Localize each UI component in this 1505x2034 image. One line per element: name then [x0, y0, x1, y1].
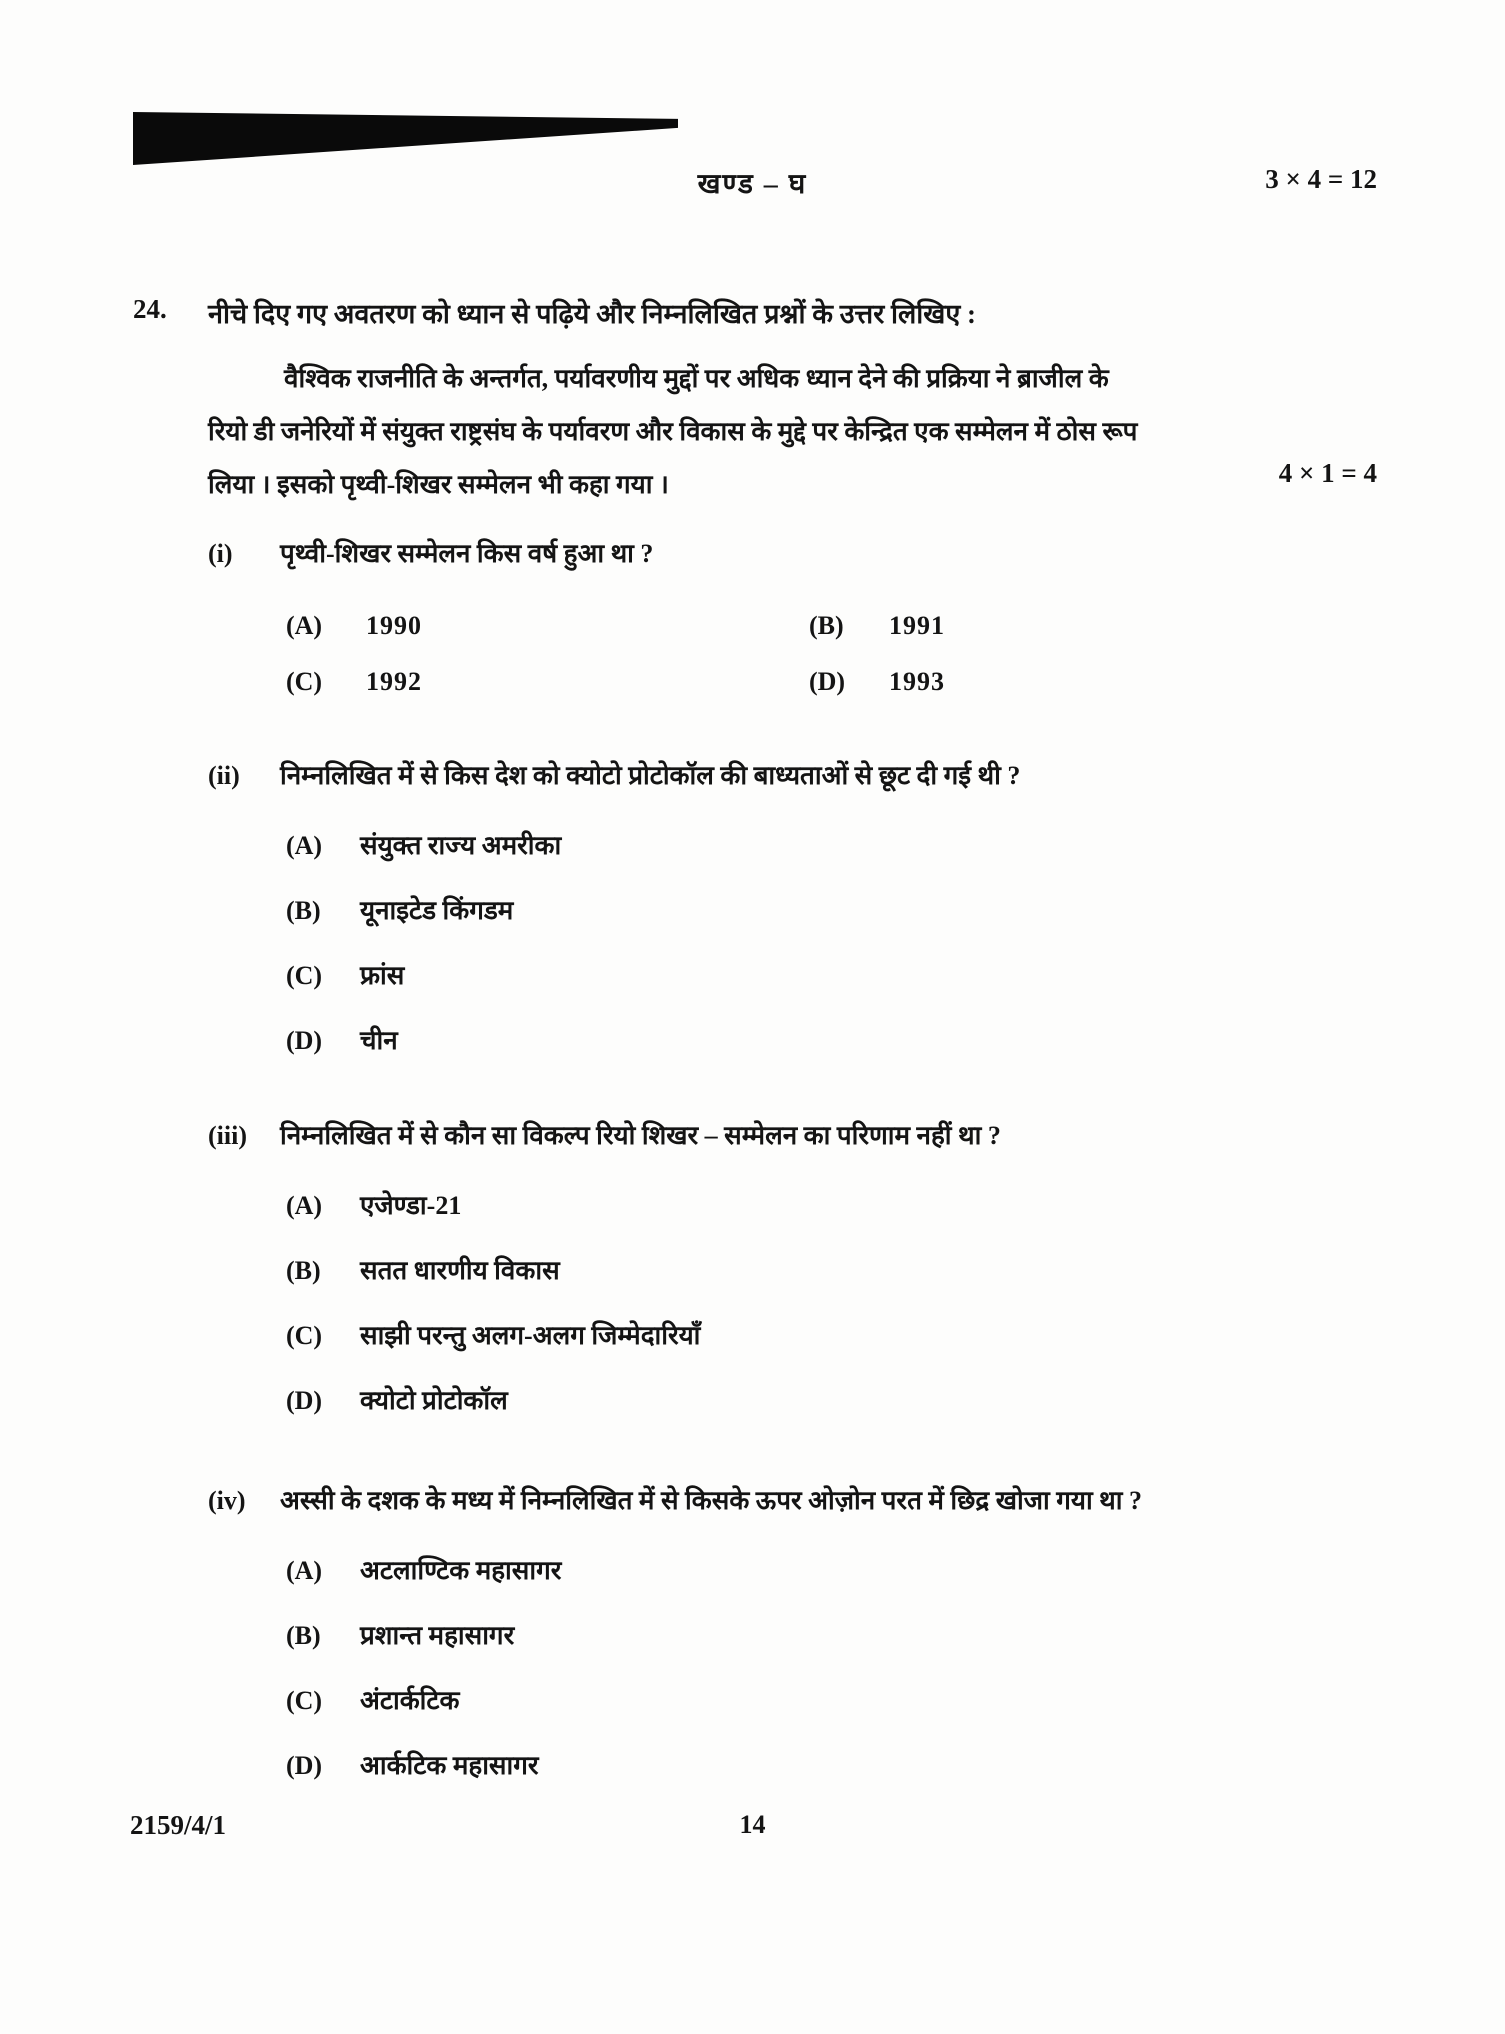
option-a — [286, 610, 809, 641]
option-label: (A) — [286, 611, 323, 640]
option-text: 1992 — [366, 667, 422, 696]
option-label: (D) — [809, 667, 846, 696]
option-label: (B) — [286, 896, 321, 925]
paper-code: 2159/4/1 — [130, 1810, 227, 1840]
option-label: (A) — [286, 831, 323, 860]
sub-question-label: (iii) — [208, 1121, 247, 1150]
option-text: क्योटो प्रोटोकॉल — [360, 1386, 508, 1415]
option-label: (C) — [286, 1321, 323, 1350]
option-text: एजेण्डा-21 — [360, 1191, 462, 1220]
sub-question-text: पृथ्वी-शिखर सम्मेलन किस वर्ष हुआ था ? — [280, 539, 654, 568]
option-label: (B) — [286, 1621, 321, 1650]
option-text: अटलाण्टिक महासागर — [360, 1556, 562, 1585]
option-d — [809, 666, 1405, 697]
option-label: (C) — [286, 1686, 323, 1715]
sub-question-head — [208, 538, 1405, 570]
sub-question-head — [208, 760, 1405, 792]
passage — [208, 352, 1378, 511]
options-list — [286, 1190, 1405, 1416]
passage-line: रियो डी जनेरियों में संयुक्त राष्ट्रसंघ के पर्यावरण और विकास के मुद्दे पर केन्द्रित एक सम्मेलन में ठोस रूप — [208, 417, 1138, 446]
option-b — [809, 610, 1405, 641]
option-label: (B) — [809, 611, 844, 640]
option-c — [286, 1320, 1405, 1351]
sub-question-text: अस्सी के दशक के मध्य में निम्नलिखित में से किसके ऊपर ओज़ोन परत में छिद्र खोजा गया था ? — [280, 1486, 1143, 1515]
passage-line: वैश्विक राजनीति के अन्तर्गत, पर्यावरणीय मुद्दों पर अधिक ध्यान देने की प्रक्रिया ने ब्राजील के — [284, 364, 1109, 393]
option-label: (C) — [286, 961, 323, 990]
page-number: 14 — [739, 1810, 766, 1839]
option-label: (B) — [286, 1256, 321, 1285]
passage-marks: 4 × 1 = 4 — [1278, 458, 1377, 488]
option-c — [286, 666, 809, 697]
option-a — [286, 1190, 1405, 1221]
question-24 — [133, 294, 1375, 331]
option-label: (A) — [286, 1191, 323, 1220]
sub-question-label: (iv) — [208, 1486, 246, 1515]
option-text: अंटार्कटिक — [360, 1686, 460, 1715]
option-text: सतत धारणीय विकास — [360, 1256, 560, 1285]
option-text: 1990 — [366, 611, 422, 640]
option-text: संयुक्त राज्य अमरीका — [360, 831, 562, 860]
sub-question-i — [208, 538, 1405, 697]
sub-question-text: निम्नलिखित में से कौन सा विकल्प रियो शिखर – सम्मेलन का परिणाम नहीं था ? — [280, 1121, 1001, 1150]
option-label: (D) — [286, 1751, 323, 1780]
option-text: 1991 — [889, 611, 945, 640]
option-text: चीन — [360, 1026, 398, 1055]
option-label: (C) — [286, 667, 323, 696]
option-text: प्रशान्त महासागर — [360, 1621, 515, 1650]
option-c — [286, 960, 1405, 991]
options-list — [286, 1555, 1405, 1781]
option-c — [286, 1685, 1405, 1716]
option-b — [286, 895, 1405, 926]
sub-question-iii — [208, 1120, 1405, 1450]
option-d — [286, 1750, 1405, 1781]
options-list — [286, 830, 1405, 1056]
sub-question-label: (i) — [208, 539, 233, 568]
question-number: 24. — [133, 294, 167, 324]
scan-artifact-wedge — [133, 112, 678, 165]
option-text: यूनाइटेड किंगडम — [360, 896, 514, 925]
option-label: (D) — [286, 1026, 323, 1055]
option-b — [286, 1620, 1405, 1651]
question-intro: नीचे दिए गए अवतरण को ध्यान से पढ़िये और निम्नलिखित प्रश्नों के उत्तर लिखिए : — [208, 299, 977, 329]
option-b — [286, 1255, 1405, 1286]
option-text: फ्रांस — [360, 961, 405, 990]
sub-question-label: (ii) — [208, 761, 240, 790]
passage-line: लिया । इसको पृथ्वी-शिखर सम्मेलन भी कहा गया । — [208, 470, 669, 499]
option-a — [286, 1555, 1405, 1586]
option-label: (A) — [286, 1556, 323, 1585]
sub-question-text: निम्नलिखित में से किस देश को क्योटो प्रोटोकॉल की बाध्यताओं से छूट दी गई थी ? — [280, 761, 1021, 790]
option-a — [286, 830, 1405, 861]
option-text: 1993 — [889, 667, 945, 696]
sub-question-head — [208, 1120, 1405, 1152]
option-d — [286, 1385, 1405, 1416]
section-marks: 3 × 4 = 12 — [1265, 164, 1377, 194]
sub-question-ii — [208, 760, 1405, 1090]
option-text: साझी परन्तु अलग-अलग जिम्मेदारियाँ — [360, 1321, 701, 1350]
option-label: (D) — [286, 1386, 323, 1415]
option-d — [286, 1025, 1405, 1056]
sub-question-head — [208, 1485, 1405, 1517]
sub-question-iv — [208, 1485, 1405, 1815]
options-grid — [286, 610, 1405, 697]
section-title: खण्ड – घ — [697, 169, 808, 200]
option-text: आर्कटिक महासागर — [360, 1751, 539, 1780]
